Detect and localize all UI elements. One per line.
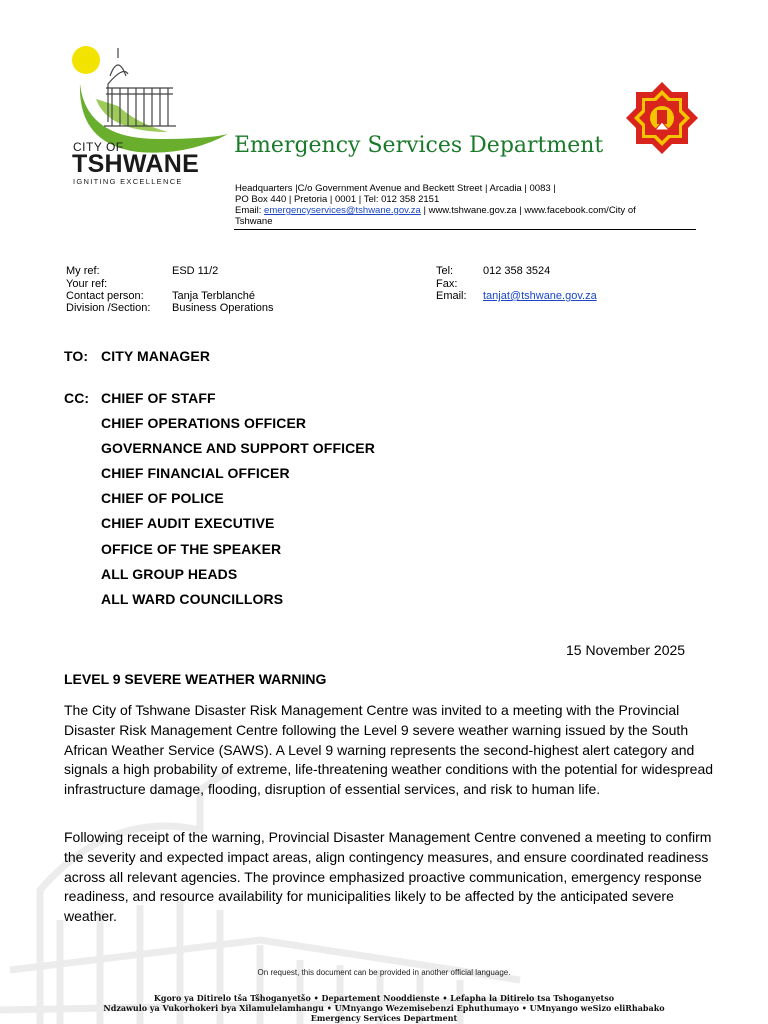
address-line-1: Headquarters |C/o Government Avenue and Beckett Street | Arcadia | 0083 | <box>235 183 556 194</box>
cc-recipient: CHIEF OF POLICE <box>101 490 224 506</box>
cc-recipient: ALL WARD COUNCILLORS <box>101 591 284 607</box>
your-ref-label: Your ref: <box>66 277 108 290</box>
logo-city-of-text: CITY OF <box>73 140 124 154</box>
my-ref-label: My ref: <box>66 265 100 277</box>
header-web-links-cont: Tshwane <box>235 216 273 227</box>
contact-person-value: Tanja Terblanché <box>172 290 255 302</box>
header-email-link[interactable]: emergencyservices@tshwane.gov.za <box>264 205 421 216</box>
logo-tshwane-text: TSHWANE <box>72 150 200 178</box>
to-label: TO: <box>64 348 89 364</box>
my-ref-value: ESD 11/2 <box>172 265 219 277</box>
letter-date: 15 November 2025 <box>566 642 686 658</box>
cc-recipient: CHIEF OPERATIONS OFFICER <box>101 415 307 431</box>
department-title: Emergency Services Department <box>234 133 604 158</box>
body-paragraph-1: The City of Tshwane Disaster Risk Management Centre was invited to a meeting with the Provincial Disaster Risk Management Centre following the Level 9 severe weather warning issued by the South African Weather Service (SAWS). A Level 9 warning represents the second-highest alert category and signals a high probability of extreme, life-threatening weather conditions with the potential for widespread infrastructure damage, flooding, disruption of essential services, and risk to human life. <box>64 702 714 798</box>
footer-language-note: On request, this document can be provided in another official language. <box>257 968 511 977</box>
cc-recipient: CHIEF AUDIT EXECUTIVE <box>101 515 275 531</box>
body-paragraph-2: Following receipt of the warning, Provincial Disaster Management Centre convened a meeting to confirm the severity and expected impact areas, align contingency measures, and ensure coordinated readiness across all relevant agencies. The province emphasized proactive communication, emergency response readiness, and resource availability for municipalities likely to be affected by the anticipated severe weather. <box>64 829 712 925</box>
footer-translations-1: Kgoro ya Ditirelo tša Tšhoganyetšo • Departement Nooddienste • Lefapha la Ditirelo tsa Tshoganyetso <box>153 993 615 1003</box>
tel-label: Tel: <box>436 265 454 277</box>
contact-line <box>235 205 636 216</box>
cc-recipient: CHIEF OF STAFF <box>101 390 216 406</box>
cc-recipient: GOVERNANCE AND SUPPORT OFFICER <box>101 440 375 456</box>
logo-tagline: IGNITING EXCELLENCE <box>73 177 183 186</box>
contact-email-link[interactable]: tanjat@tshwane.gov.za <box>483 290 597 302</box>
division-label: Division /Section: <box>66 302 151 314</box>
cc-recipient: ALL GROUP HEADS <box>101 566 238 582</box>
header-web-links[interactable]: | www.tshwane.gov.za | www.facebook.com/City of <box>420 205 636 216</box>
cc-recipient: OFFICE OF THE SPEAKER <box>101 541 282 557</box>
letter-subject: LEVEL 9 SEVERE WEATHER WARNING <box>64 671 327 687</box>
tel-value: 012 358 3524 <box>483 265 551 277</box>
footer-department: Emergency Services Department <box>310 1013 458 1023</box>
email-label: Email: <box>436 290 467 302</box>
cc-recipient: CHIEF FINANCIAL OFFICER <box>101 465 290 481</box>
division-value: Business Operations <box>172 302 274 314</box>
address-line-2: PO Box 440 | Pretoria | 0001 | Tel: 012 358 2151 <box>235 194 440 205</box>
footer-translations-2: Ndzawulo ya Vukorhokeri bya Xilamulelamhangu • UMnyango Wezemisebenzi Ephuthumayo • UMnyango weSizo eliRhabako <box>103 1003 665 1013</box>
header-divider <box>234 229 696 230</box>
header-email-label: Email: <box>235 205 265 216</box>
contact-person-label: Contact person: <box>66 290 144 302</box>
emergency-services-badge <box>624 80 700 156</box>
to-recipient: CITY MANAGER <box>101 348 211 364</box>
fax-label: Fax: <box>436 277 458 290</box>
cc-label: CC: <box>64 390 90 406</box>
